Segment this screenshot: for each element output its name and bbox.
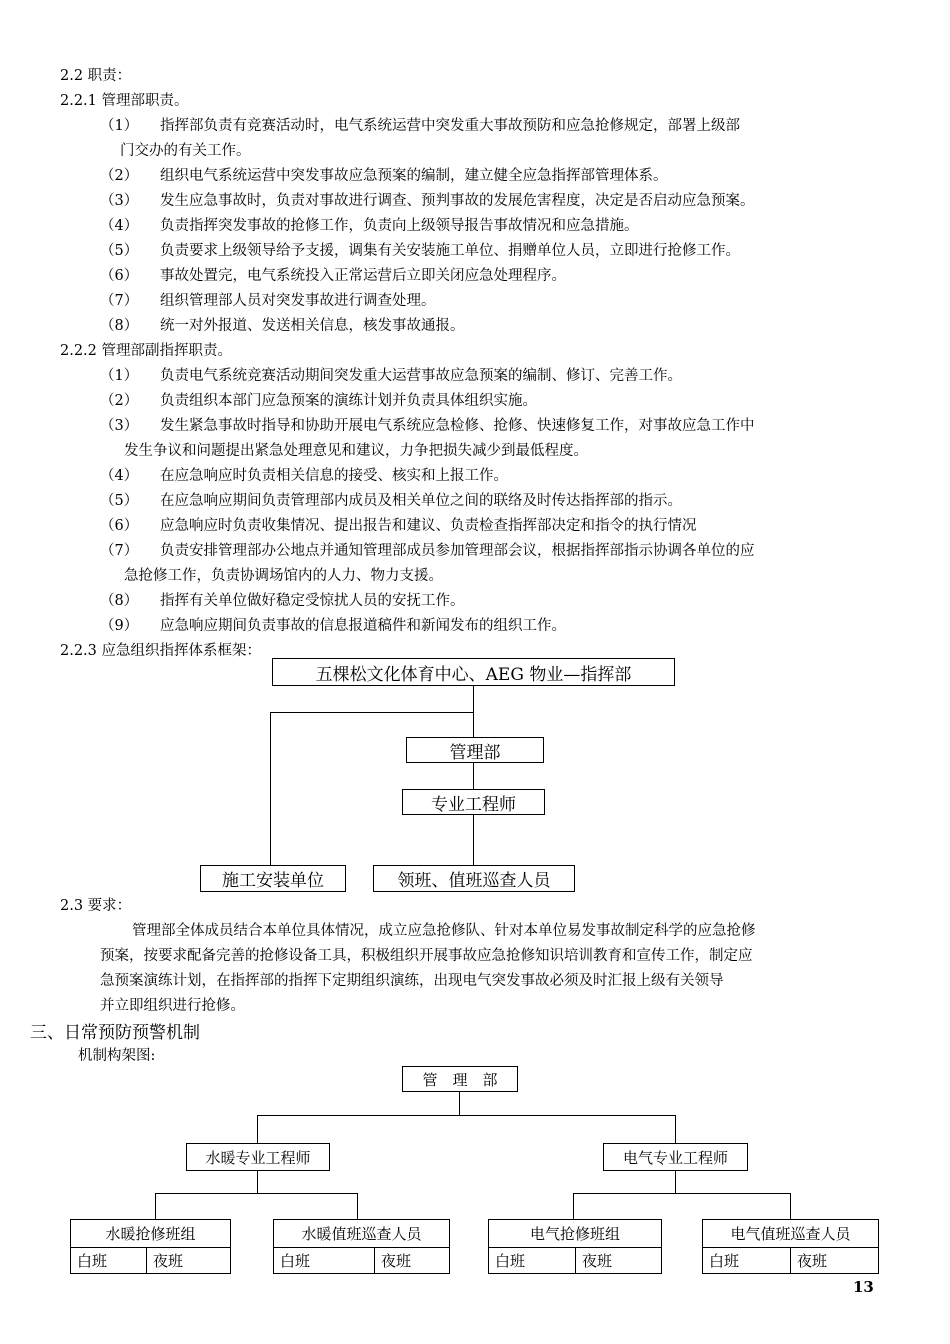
heading-2-2-3: 2.2.3 应急组织指挥体系框架：: [60, 643, 262, 659]
list-item-continuation: 发生争议和问题提出紧急处理意见和建议，力争把损失减少到最低程度。: [124, 443, 588, 459]
shift-night: 夜班: [374, 1247, 450, 1274]
org-box-patrol-staff: 领班、值班巡查人员: [373, 865, 575, 892]
list-item-number: （6）: [100, 268, 139, 284]
list-item: 指挥部负责有竞赛活动时，电气系统运营中突发重大事故预防和应急抢修规定，部署上级部: [160, 118, 740, 134]
list-item-number: （7）: [100, 543, 139, 559]
shift-night: 夜班: [146, 1247, 231, 1274]
team-electrical-repair: 电气抢修班组: [488, 1219, 662, 1248]
list-item: 事故处置完，电气系统投入正常运营后立即关闭应急处理程序。: [160, 268, 566, 284]
list-item: 在应急响应期间负责管理部内成员及相关单位之间的联络及时传达指挥部的指示。: [160, 493, 682, 509]
org-box-plumbing-engineer: 水暖专业工程师: [186, 1143, 330, 1171]
org-box-management-dept: 管 理 部: [402, 1066, 518, 1092]
list-item: 负责安排管理部办公地点并通知管理部成员参加管理部会议，根据指挥部指示协调各单位的应: [160, 543, 755, 559]
list-item-number: （3）: [100, 193, 139, 209]
list-item-number: （8）: [100, 593, 139, 609]
list-item-number: （5）: [100, 493, 139, 509]
heading-2-3: 2.3 要求：: [60, 898, 132, 914]
list-item-number: （6）: [100, 518, 139, 534]
team-electrical-patrol: 电气值班巡查人员: [702, 1219, 879, 1248]
org-box-construction-unit: 施工安装单位: [200, 865, 346, 892]
list-item-number: （1）: [100, 368, 139, 384]
heading-2-2-1: 2.2.1 管理部职责。: [60, 93, 189, 109]
list-item-number: （8）: [100, 318, 139, 334]
sub-heading-structure: 机制构架图:: [78, 1048, 156, 1064]
heading-2-2-2: 2.2.2 管理部副指挥职责。: [60, 343, 233, 359]
org-box-management: 管理部: [406, 737, 544, 763]
list-item: 发生紧急事故时指导和协助开展电气系统应急检修、抢修、快速修复工作，对事故应急工作中: [160, 418, 755, 434]
list-item: 负责组织本部门应急预案的演练计划并负责具体组织实施。: [160, 393, 537, 409]
team-plumbing-patrol: 水暖值班巡查人员: [273, 1219, 450, 1248]
list-item: 发生应急事故时，负责对事故进行调查、预判事故的发展危害程度，决定是否启动应急预案。: [160, 193, 755, 209]
list-item-number: （4）: [100, 468, 139, 484]
org-box-command-center: 五棵松文化体育中心、AEG 物业—指挥部: [272, 658, 675, 686]
list-item-continuation: 门交办的有关工作。: [120, 143, 251, 159]
shift-day: 白班: [273, 1247, 375, 1274]
list-item: 负责电气系统竞赛活动期间突发重大运营事故应急预案的编制、修订、完善工作。: [160, 368, 682, 384]
team-plumbing-repair: 水暖抢修班组: [70, 1219, 231, 1248]
list-item: 应急响应时负责收集情况、提出报告和建议、负责检查指挥部决定和指令的执行情况: [160, 518, 697, 534]
list-item: 在应急响应时负责相关信息的接受、核实和上报工作。: [160, 468, 508, 484]
shift-day: 白班: [702, 1247, 791, 1274]
shift-day: 白班: [70, 1247, 147, 1274]
paragraph-line: 管理部全体成员结合本单位具体情况，成立应急抢修队、针对本单位易发事故制定科学的应急抢修: [132, 923, 756, 939]
list-item-number: （5）: [100, 243, 139, 259]
list-item-number: （9）: [100, 618, 139, 634]
list-item-number: （2）: [100, 168, 139, 184]
list-item: 应急响应期间负责事故的信息报道稿件和新闻发布的组织工作。: [160, 618, 566, 634]
org-box-electrical-engineer: 电气专业工程师: [603, 1143, 748, 1171]
org-box-engineer: 专业工程师: [402, 789, 545, 815]
page-number: 13: [853, 1278, 874, 1296]
list-item-number: （3）: [100, 418, 139, 434]
shift-night: 夜班: [790, 1247, 879, 1274]
list-item: 统一对外报道、发送相关信息，核发事故通报。: [160, 318, 465, 334]
paragraph-line: 预案，按要求配备完善的抢修设备工具，积极组织开展事故应急抢修知识培训教育和宣传工作，制定应: [100, 948, 753, 964]
list-item-number: （7）: [100, 293, 139, 309]
paragraph-line: 急预案演练计划，在指挥部的指挥下定期组织演练，出现电气突发事故必须及时汇报上级有关领导: [100, 973, 724, 989]
list-item-number: （4）: [100, 218, 139, 234]
list-item: 负责要求上级领导给予支援，调集有关安装施工单位、捐赠单位人员，立即进行抢修工作。: [160, 243, 740, 259]
list-item-continuation: 急抢修工作，负责协调场馆内的人力、物力支援。: [124, 568, 443, 584]
shift-day: 白班: [488, 1247, 576, 1274]
heading-section-3: 三、日常预防预警机制: [30, 1023, 200, 1043]
list-item-number: （2）: [100, 393, 139, 409]
list-item: 指挥有关单位做好稳定受惊扰人员的安抚工作。: [160, 593, 465, 609]
list-item-number: （1）: [100, 118, 139, 134]
list-item: 负责指挥突发事故的抢修工作，负责向上级领导报告事故情况和应急措施。: [160, 218, 639, 234]
list-item: 组织管理部人员对突发事故进行调查处理。: [160, 293, 436, 309]
paragraph-line: 并立即组织进行抢修。: [100, 998, 245, 1014]
list-item: 组织电气系统运营中突发事故应急预案的编制，建立健全应急指挥部管理体系。: [160, 168, 668, 184]
shift-night: 夜班: [575, 1247, 662, 1274]
heading-2-2: 2.2 职责：: [60, 68, 132, 84]
